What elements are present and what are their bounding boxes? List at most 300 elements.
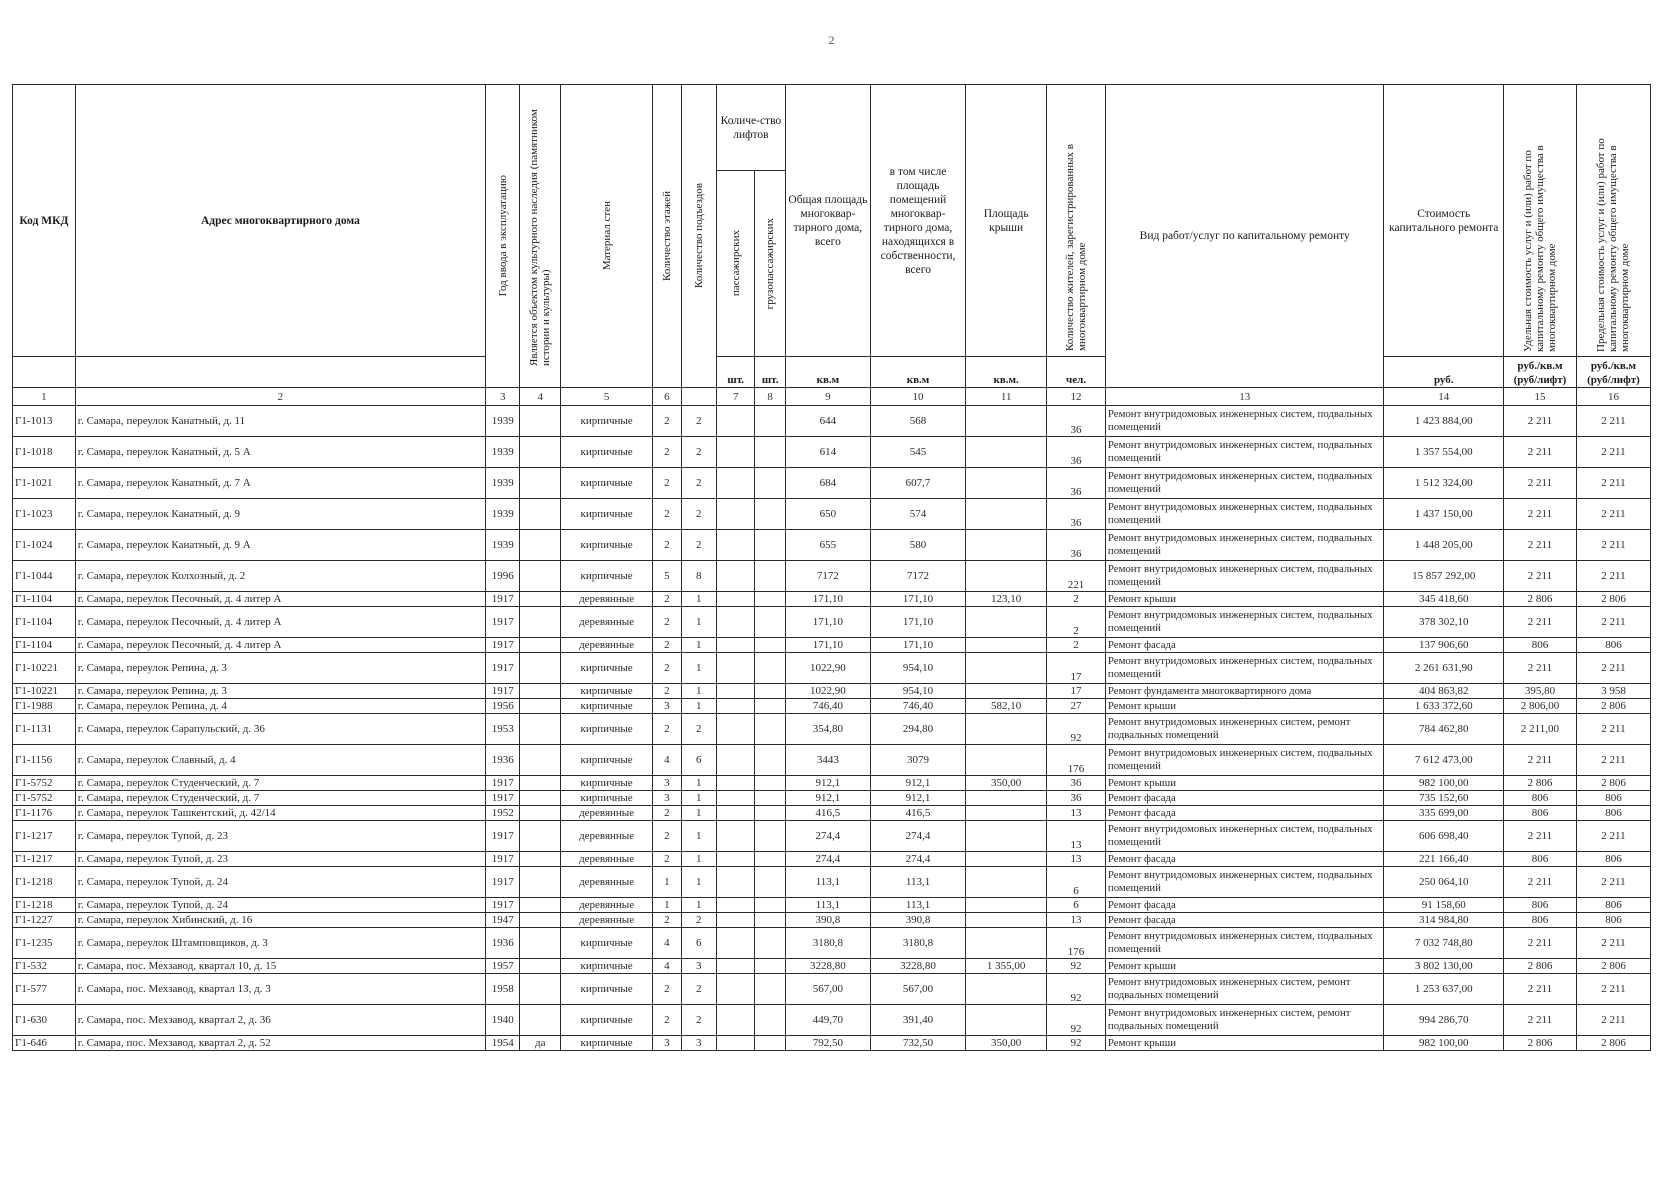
table-row xyxy=(13,468,1651,499)
cell-material: кирпичные xyxy=(561,530,653,561)
cell-heritage xyxy=(520,974,561,1005)
cell-year: 1917 xyxy=(486,592,520,607)
cell-material: деревянные xyxy=(561,607,653,638)
cell-max-cost: 806 xyxy=(1576,791,1650,806)
column-number: 9 xyxy=(785,388,870,406)
table-row xyxy=(13,776,1651,791)
cell-entrances: 1 xyxy=(681,867,716,898)
column-number: 12 xyxy=(1047,388,1106,406)
cell-entrances: 1 xyxy=(681,638,716,653)
cell-work-type: Ремонт крыши xyxy=(1105,959,1384,974)
cell-heritage xyxy=(520,406,561,437)
cell-entrances: 1 xyxy=(681,699,716,714)
cell-floors: 2 xyxy=(653,1005,681,1036)
cell-address: г. Самара, пос. Мехзавод, квартал 10, д. 15 xyxy=(75,959,485,974)
cell-work-type: Ремонт фасада xyxy=(1105,791,1384,806)
cell-roof-area xyxy=(966,607,1047,638)
cell-lifts-passenger xyxy=(716,499,754,530)
cell-max-cost: 2 211 xyxy=(1576,437,1650,468)
table-row xyxy=(13,821,1651,852)
cell-lifts-passenger xyxy=(716,1005,754,1036)
header-total-area: Общая площадь многоквар-тирного дома, всего xyxy=(785,85,870,357)
cell-residents: 176 xyxy=(1047,928,1106,959)
cell-code: Г1-1024 xyxy=(13,530,76,561)
table-row xyxy=(13,745,1651,776)
cell-material: кирпичные xyxy=(561,959,653,974)
cell-cost: 1 437 150,00 xyxy=(1384,499,1504,530)
header-max-cost: Предельная стоимость услуг и (или) работ по капитальному ремонту общего имущества в многоквартирном доме xyxy=(1576,85,1650,357)
cell-address: г. Самара, переулок Песочный, д. 4 литер А xyxy=(75,638,485,653)
cell-total-area: 912,1 xyxy=(785,791,870,806)
header-address: Адрес многоквартирного дома xyxy=(75,85,485,357)
cell-total-area: 3228,80 xyxy=(785,959,870,974)
cell-address: г. Самара, переулок Славный, д. 4 xyxy=(75,745,485,776)
cell-floors: 4 xyxy=(653,745,681,776)
cell-residents: 17 xyxy=(1047,684,1106,699)
cell-unit-cost: 806 xyxy=(1504,806,1577,821)
cell-owned-area: 954,10 xyxy=(870,684,965,699)
unit-sqm: кв.м. xyxy=(966,357,1047,388)
cell-code: Г1-577 xyxy=(13,974,76,1005)
cell-roof-area xyxy=(966,653,1047,684)
cell-material: деревянные xyxy=(561,913,653,928)
cell-material: кирпичные xyxy=(561,468,653,499)
cell-unit-cost: 806 xyxy=(1504,791,1577,806)
table-row xyxy=(13,437,1651,468)
cell-entrances: 3 xyxy=(681,1036,716,1051)
cell-unit-cost: 2 211 xyxy=(1504,437,1577,468)
table-row xyxy=(13,867,1651,898)
cell-material: деревянные xyxy=(561,852,653,867)
cell-code: Г1-1044 xyxy=(13,561,76,592)
cell-address: г. Самара, переулок Штамповщиков, д. 3 xyxy=(75,928,485,959)
cell-max-cost: 2 806 xyxy=(1576,699,1650,714)
header-lifts: Количе-ство лифтов xyxy=(716,85,785,171)
cell-lifts-passenger xyxy=(716,821,754,852)
cell-entrances: 2 xyxy=(681,913,716,928)
cell-year: 1947 xyxy=(486,913,520,928)
column-number: 1 xyxy=(13,388,76,406)
cell-lifts-cargo xyxy=(755,928,785,959)
cell-work-type: Ремонт внутридомовых инженерных систем, подвальных помещений xyxy=(1105,561,1384,592)
cell-code: Г1-646 xyxy=(13,1036,76,1051)
cell-roof-area xyxy=(966,638,1047,653)
column-number: 10 xyxy=(870,388,965,406)
header-heritage: Является объектом культурного наследия (памятником истории и культуры) xyxy=(520,85,561,388)
cell-total-area: 746,40 xyxy=(785,699,870,714)
cell-work-type: Ремонт внутридомовых инженерных систем, подвальных помещений xyxy=(1105,437,1384,468)
cell-lifts-passenger xyxy=(716,607,754,638)
cell-roof-area xyxy=(966,974,1047,1005)
cell-code: Г1-1176 xyxy=(13,806,76,821)
table-row xyxy=(13,607,1651,638)
cell-work-type: Ремонт фундамента многоквартирного дома xyxy=(1105,684,1384,699)
cell-lifts-cargo xyxy=(755,530,785,561)
table-row xyxy=(13,852,1651,867)
cell-lifts-passenger xyxy=(716,913,754,928)
unit-pcs: шт. xyxy=(716,357,754,388)
cell-code: Г1-1217 xyxy=(13,852,76,867)
table-row xyxy=(13,928,1651,959)
header-cost: Стоимость капитального ремонта xyxy=(1384,85,1504,357)
cell-residents: 2 xyxy=(1047,638,1106,653)
cell-year: 1917 xyxy=(486,684,520,699)
cell-floors: 2 xyxy=(653,714,681,745)
column-numbers-row xyxy=(13,388,1651,406)
cell-work-type: Ремонт фасада xyxy=(1105,806,1384,821)
cell-total-area: 1022,90 xyxy=(785,653,870,684)
table-row xyxy=(13,898,1651,913)
cell-material: кирпичные xyxy=(561,699,653,714)
cell-roof-area xyxy=(966,928,1047,959)
cell-lifts-passenger xyxy=(716,959,754,974)
cell-material: кирпичные xyxy=(561,776,653,791)
cell-lifts-cargo xyxy=(755,607,785,638)
cell-roof-area xyxy=(966,530,1047,561)
cell-roof-area xyxy=(966,806,1047,821)
cell-year: 1953 xyxy=(486,714,520,745)
cell-residents: 176 xyxy=(1047,745,1106,776)
cell-roof-area: 582,10 xyxy=(966,699,1047,714)
cell-lifts-passenger xyxy=(716,898,754,913)
table-row xyxy=(13,913,1651,928)
cell-entrances: 1 xyxy=(681,776,716,791)
cell-max-cost: 2 211 xyxy=(1576,561,1650,592)
cell-entrances: 2 xyxy=(681,437,716,468)
cell-cost: 1 633 372,60 xyxy=(1384,699,1504,714)
cell-address: г. Самара, пос. Мехзавод, квартал 2, д. 52 xyxy=(75,1036,485,1051)
cell-code: Г1-1235 xyxy=(13,928,76,959)
cell-heritage xyxy=(520,913,561,928)
column-number: 4 xyxy=(520,388,561,406)
cell-heritage xyxy=(520,776,561,791)
cell-total-area: 567,00 xyxy=(785,974,870,1005)
header-year: Год ввода в эксплуатацию xyxy=(486,85,520,388)
cell-unit-cost: 2 806 xyxy=(1504,1036,1577,1051)
cell-lifts-passenger xyxy=(716,468,754,499)
cell-address: г. Самара, переулок Репина, д. 3 xyxy=(75,684,485,699)
cell-work-type: Ремонт фасада xyxy=(1105,913,1384,928)
cell-lifts-cargo xyxy=(755,1036,785,1051)
unit-empty xyxy=(13,357,76,388)
cell-lifts-cargo xyxy=(755,852,785,867)
cell-residents: 36 xyxy=(1047,468,1106,499)
cell-lifts-cargo xyxy=(755,499,785,530)
cell-work-type: Ремонт внутридомовых инженерных систем, подвальных помещений xyxy=(1105,821,1384,852)
cell-owned-area: 294,80 xyxy=(870,714,965,745)
cell-year: 1952 xyxy=(486,806,520,821)
cell-unit-cost: 2 211 xyxy=(1504,821,1577,852)
cell-cost: 137 906,60 xyxy=(1384,638,1504,653)
header-material: Материал стен xyxy=(561,85,653,388)
cell-entrances: 6 xyxy=(681,928,716,959)
cell-entrances: 2 xyxy=(681,406,716,437)
cell-roof-area xyxy=(966,852,1047,867)
cell-entrances: 8 xyxy=(681,561,716,592)
header-residents: Количество жителей, зарегистрированных в многоквартирном доме xyxy=(1047,85,1106,357)
cell-material: кирпичные xyxy=(561,406,653,437)
cell-cost: 7 612 473,00 xyxy=(1384,745,1504,776)
cell-total-area: 390,8 xyxy=(785,913,870,928)
cell-owned-area: 3180,8 xyxy=(870,928,965,959)
cell-code: Г1-1104 xyxy=(13,607,76,638)
cell-floors: 2 xyxy=(653,437,681,468)
cell-roof-area: 350,00 xyxy=(966,776,1047,791)
cell-heritage xyxy=(520,592,561,607)
cell-lifts-passenger xyxy=(716,928,754,959)
cell-material: кирпичные xyxy=(561,684,653,699)
cell-year: 1917 xyxy=(486,821,520,852)
cell-code: Г1-1131 xyxy=(13,714,76,745)
capital-repair-table xyxy=(12,84,1651,1051)
cell-cost: 345 418,60 xyxy=(1384,592,1504,607)
cell-address: г. Самара, переулок Тупой, д. 23 xyxy=(75,821,485,852)
cell-heritage xyxy=(520,959,561,974)
cell-entrances: 1 xyxy=(681,852,716,867)
cell-owned-area: 171,10 xyxy=(870,607,965,638)
cell-residents: 36 xyxy=(1047,499,1106,530)
cell-total-area: 113,1 xyxy=(785,867,870,898)
cell-cost: 250 064,10 xyxy=(1384,867,1504,898)
cell-cost: 3 802 130,00 xyxy=(1384,959,1504,974)
cell-residents: 36 xyxy=(1047,791,1106,806)
cell-address: г. Самара, переулок Репина, д. 4 xyxy=(75,699,485,714)
cell-material: кирпичные xyxy=(561,791,653,806)
page-number: 2 xyxy=(828,33,835,47)
cell-entrances: 1 xyxy=(681,791,716,806)
cell-lifts-cargo xyxy=(755,898,785,913)
cell-floors: 3 xyxy=(653,776,681,791)
cell-heritage xyxy=(520,928,561,959)
cell-material: деревянные xyxy=(561,592,653,607)
cell-year: 1939 xyxy=(486,468,520,499)
header-work-type: Вид работ/услуг по капитальному ремонту xyxy=(1105,85,1384,388)
cell-unit-cost: 2 211 xyxy=(1504,499,1577,530)
cell-floors: 1 xyxy=(653,898,681,913)
header-lifts-cargo: грузопассажирских xyxy=(755,171,785,357)
cell-code: Г1-10221 xyxy=(13,653,76,684)
cell-residents: 36 xyxy=(1047,530,1106,561)
cell-residents: 36 xyxy=(1047,406,1106,437)
cell-lifts-cargo xyxy=(755,913,785,928)
cell-heritage xyxy=(520,561,561,592)
cell-material: кирпичные xyxy=(561,499,653,530)
cell-year: 1939 xyxy=(486,530,520,561)
cell-residents: 92 xyxy=(1047,1036,1106,1051)
cell-work-type: Ремонт крыши xyxy=(1105,592,1384,607)
cell-entrances: 1 xyxy=(681,806,716,821)
table-row xyxy=(13,499,1651,530)
unit-rub: руб. xyxy=(1384,357,1504,388)
cell-total-area: 171,10 xyxy=(785,607,870,638)
table-row xyxy=(13,684,1651,699)
cell-unit-cost: 2 211 xyxy=(1504,867,1577,898)
cell-total-area: 354,80 xyxy=(785,714,870,745)
cell-floors: 3 xyxy=(653,1036,681,1051)
cell-year: 1917 xyxy=(486,898,520,913)
unit-sqm: кв.м xyxy=(785,357,870,388)
cell-year: 1917 xyxy=(486,791,520,806)
cell-entrances: 1 xyxy=(681,592,716,607)
cell-code: Г1-1023 xyxy=(13,499,76,530)
cell-material: кирпичные xyxy=(561,653,653,684)
cell-total-area: 912,1 xyxy=(785,776,870,791)
cell-lifts-cargo xyxy=(755,867,785,898)
cell-work-type: Ремонт внутридомовых инженерных систем, ремонт подвальных помещений xyxy=(1105,974,1384,1005)
cell-lifts-cargo xyxy=(755,714,785,745)
cell-heritage xyxy=(520,499,561,530)
header-roof-area: Площадь крыши xyxy=(966,85,1047,357)
cell-address: г. Самара, переулок Тупой, д. 24 xyxy=(75,867,485,898)
cell-work-type: Ремонт внутридомовых инженерных систем, подвальных помещений xyxy=(1105,867,1384,898)
cell-address: г. Самара, пос. Мехзавод, квартал 13, д. 3 xyxy=(75,974,485,1005)
cell-lifts-cargo xyxy=(755,406,785,437)
cell-total-area: 416,5 xyxy=(785,806,870,821)
cell-unit-cost: 2 211 xyxy=(1504,406,1577,437)
cell-lifts-cargo xyxy=(755,653,785,684)
cell-year: 1917 xyxy=(486,607,520,638)
cell-residents: 92 xyxy=(1047,959,1106,974)
cell-work-type: Ремонт внутридомовых инженерных систем, подвальных помещений xyxy=(1105,499,1384,530)
cell-max-cost: 806 xyxy=(1576,898,1650,913)
cell-residents: 221 xyxy=(1047,561,1106,592)
cell-cost: 982 100,00 xyxy=(1384,776,1504,791)
cell-owned-area: 954,10 xyxy=(870,653,965,684)
column-number: 3 xyxy=(486,388,520,406)
cell-material: деревянные xyxy=(561,821,653,852)
cell-max-cost: 806 xyxy=(1576,913,1650,928)
cell-address: г. Самара, переулок Тупой, д. 23 xyxy=(75,852,485,867)
column-number: 2 xyxy=(75,388,485,406)
cell-owned-area: 113,1 xyxy=(870,898,965,913)
cell-total-area: 650 xyxy=(785,499,870,530)
cell-lifts-passenger xyxy=(716,1036,754,1051)
cell-lifts-passenger xyxy=(716,561,754,592)
cell-heritage xyxy=(520,684,561,699)
cell-owned-area: 732,50 xyxy=(870,1036,965,1051)
cell-cost: 221 166,40 xyxy=(1384,852,1504,867)
cell-max-cost: 2 211 xyxy=(1576,714,1650,745)
table-row xyxy=(13,1036,1651,1051)
unit-pcs: шт. xyxy=(755,357,785,388)
cell-owned-area: 607,7 xyxy=(870,468,965,499)
cell-lifts-cargo xyxy=(755,791,785,806)
cell-owned-area: 574 xyxy=(870,499,965,530)
table-row xyxy=(13,406,1651,437)
cell-unit-cost: 2 211 xyxy=(1504,653,1577,684)
cell-material: кирпичные xyxy=(561,745,653,776)
cell-roof-area xyxy=(966,821,1047,852)
cell-unit-cost: 806 xyxy=(1504,913,1577,928)
cell-lifts-cargo xyxy=(755,699,785,714)
cell-heritage xyxy=(520,638,561,653)
table-row xyxy=(13,699,1651,714)
cell-floors: 5 xyxy=(653,561,681,592)
cell-year: 1996 xyxy=(486,561,520,592)
units-row xyxy=(13,357,1651,388)
cell-roof-area xyxy=(966,499,1047,530)
cell-total-area: 684 xyxy=(785,468,870,499)
cell-work-type: Ремонт внутридомовых инженерных систем, подвальных помещений xyxy=(1105,530,1384,561)
table-row xyxy=(13,561,1651,592)
unit-sqm: кв.м xyxy=(870,357,965,388)
cell-max-cost: 806 xyxy=(1576,806,1650,821)
cell-unit-cost: 2 211 xyxy=(1504,745,1577,776)
cell-lifts-passenger xyxy=(716,974,754,1005)
cell-code: Г1-1988 xyxy=(13,699,76,714)
cell-cost: 1 448 205,00 xyxy=(1384,530,1504,561)
cell-owned-area: 171,10 xyxy=(870,592,965,607)
cell-unit-cost: 806 xyxy=(1504,638,1577,653)
cell-unit-cost: 2 211,00 xyxy=(1504,714,1577,745)
cell-entrances: 1 xyxy=(681,653,716,684)
cell-entrances: 2 xyxy=(681,530,716,561)
cell-code: Г1-10221 xyxy=(13,684,76,699)
cell-material: кирпичные xyxy=(561,1005,653,1036)
cell-roof-area xyxy=(966,898,1047,913)
cell-residents: 92 xyxy=(1047,1005,1106,1036)
column-number: 5 xyxy=(561,388,653,406)
cell-floors: 2 xyxy=(653,592,681,607)
cell-owned-area: 390,8 xyxy=(870,913,965,928)
cell-roof-area: 123,10 xyxy=(966,592,1047,607)
cell-cost: 314 984,80 xyxy=(1384,913,1504,928)
cell-entrances: 1 xyxy=(681,898,716,913)
cell-work-type: Ремонт внутридомовых инженерных систем, подвальных помещений xyxy=(1105,653,1384,684)
column-number: 14 xyxy=(1384,388,1504,406)
cell-owned-area: 274,4 xyxy=(870,821,965,852)
cell-lifts-cargo xyxy=(755,974,785,1005)
table-body xyxy=(13,406,1651,1051)
cell-entrances: 3 xyxy=(681,959,716,974)
cell-floors: 2 xyxy=(653,653,681,684)
cell-year: 1958 xyxy=(486,974,520,1005)
cell-work-type: Ремонт крыши xyxy=(1105,776,1384,791)
cell-entrances: 1 xyxy=(681,821,716,852)
cell-material: кирпичные xyxy=(561,1036,653,1051)
cell-floors: 3 xyxy=(653,699,681,714)
cell-heritage xyxy=(520,437,561,468)
cell-work-type: Ремонт крыши xyxy=(1105,699,1384,714)
cell-entrances: 2 xyxy=(681,499,716,530)
cell-code: Г1-1021 xyxy=(13,468,76,499)
cell-heritage xyxy=(520,1005,561,1036)
cell-address: г. Самара, переулок Сарапульский, д. 36 xyxy=(75,714,485,745)
header-lifts-passenger: пассажирских xyxy=(716,171,754,357)
cell-entrances: 2 xyxy=(681,1005,716,1036)
cell-lifts-passenger xyxy=(716,699,754,714)
cell-code: Г1-1218 xyxy=(13,898,76,913)
cell-entrances: 2 xyxy=(681,974,716,1005)
cell-lifts-cargo xyxy=(755,437,785,468)
table-row xyxy=(13,959,1651,974)
cell-work-type: Ремонт внутридомовых инженерных систем, подвальных помещений xyxy=(1105,745,1384,776)
cell-lifts-cargo xyxy=(755,561,785,592)
cell-cost: 606 698,40 xyxy=(1384,821,1504,852)
cell-material: деревянные xyxy=(561,898,653,913)
cell-residents: 36 xyxy=(1047,437,1106,468)
cell-address: г. Самара, переулок Репина, д. 3 xyxy=(75,653,485,684)
cell-unit-cost: 2 806 xyxy=(1504,592,1577,607)
cell-heritage xyxy=(520,468,561,499)
cell-heritage xyxy=(520,806,561,821)
table-row xyxy=(13,592,1651,607)
cell-lifts-cargo xyxy=(755,776,785,791)
cell-material: кирпичные xyxy=(561,928,653,959)
cell-unit-cost: 2 211 xyxy=(1504,530,1577,561)
cell-lifts-passenger xyxy=(716,530,754,561)
cell-heritage xyxy=(520,867,561,898)
